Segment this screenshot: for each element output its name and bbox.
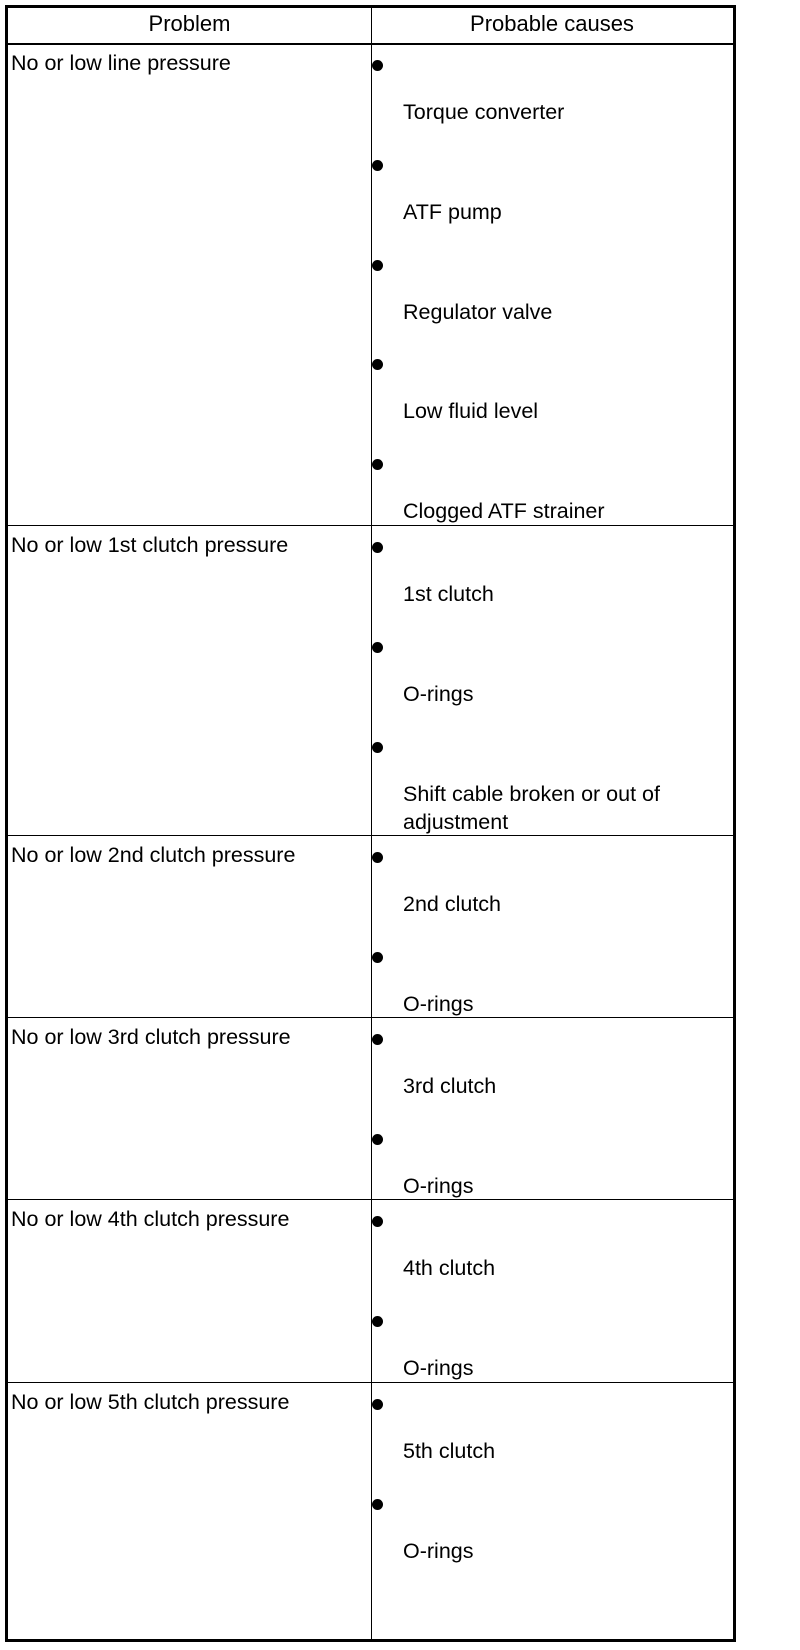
cause-item [8, 1199, 733, 1303]
cause-text: 4th clutch [403, 1256, 496, 1280]
cause-text: Shift cable broken or out of adjustment [403, 782, 660, 834]
cause-text: ATF pump [403, 200, 502, 224]
problem-cell: No or low 1st clutch pressure [11, 533, 289, 557]
cause-text: O-rings [403, 1174, 474, 1198]
table-row [8, 835, 733, 1018]
bullet-icon [372, 60, 383, 71]
cause-item [8, 1382, 733, 1486]
bullet-icon [372, 1216, 383, 1227]
table-header [8, 8, 733, 45]
table-row [8, 1199, 733, 1383]
bullet-icon [372, 742, 383, 753]
problem-cell: No or low 4th clutch pressure [11, 1207, 290, 1231]
cause-text: O-rings [403, 682, 474, 706]
table-row [8, 43, 733, 526]
problem-cell: No or low 3rd clutch pressure [11, 1025, 291, 1049]
bullet-icon [372, 1134, 383, 1145]
cause-text: O-rings [403, 1539, 474, 1563]
bullet-icon [372, 642, 383, 653]
cause-item [8, 342, 733, 446]
bullet-icon [372, 1399, 383, 1410]
cause-text: Regulator valve [403, 300, 553, 324]
table-row [8, 525, 733, 836]
bullet-icon [372, 459, 383, 470]
bullet-icon [372, 260, 383, 271]
cause-item [8, 243, 733, 347]
problem-cell: No or low 2nd clutch pressure [11, 843, 296, 867]
cause-text: 3rd clutch [403, 1074, 497, 1098]
cause-item [8, 143, 733, 247]
bullet-icon [372, 1316, 383, 1327]
cause-text: O-rings [403, 992, 474, 1016]
bullet-icon [372, 952, 383, 963]
cause-item [8, 625, 733, 729]
cause-text: 1st clutch [403, 582, 494, 606]
cause-item [8, 1299, 733, 1379]
problem-cell: No or low 5th clutch pressure [11, 1390, 290, 1414]
bullet-icon [372, 852, 383, 863]
bullet-icon [372, 160, 383, 171]
cause-item [8, 43, 733, 147]
table-row [8, 1382, 733, 1639]
cause-item [8, 725, 733, 834]
cause-text: 5th clutch [403, 1439, 496, 1463]
table-row [8, 1017, 733, 1200]
cause-item [8, 935, 733, 1015]
troubleshooting-table [5, 5, 736, 1642]
cause-text: O-rings [403, 1356, 474, 1380]
bullet-icon [372, 359, 383, 370]
problem-cell: No or low line pressure [11, 51, 231, 75]
bullet-icon [372, 542, 383, 553]
bullet-icon [372, 1499, 383, 1510]
cause-item [8, 835, 733, 939]
cause-item [8, 1482, 733, 1562]
cause-text: 2nd clutch [403, 892, 502, 916]
cause-text: Clogged ATF strainer [403, 499, 605, 523]
cause-item [8, 1017, 733, 1121]
cause-text: Low fluid level [403, 399, 539, 423]
cause-item [8, 1117, 733, 1197]
header-problem: Problem [148, 11, 231, 36]
cause-item [8, 525, 733, 629]
cause-text: Torque converter [403, 100, 565, 124]
header-probable-causes: Probable causes [470, 11, 634, 36]
bullet-icon [372, 1034, 383, 1045]
